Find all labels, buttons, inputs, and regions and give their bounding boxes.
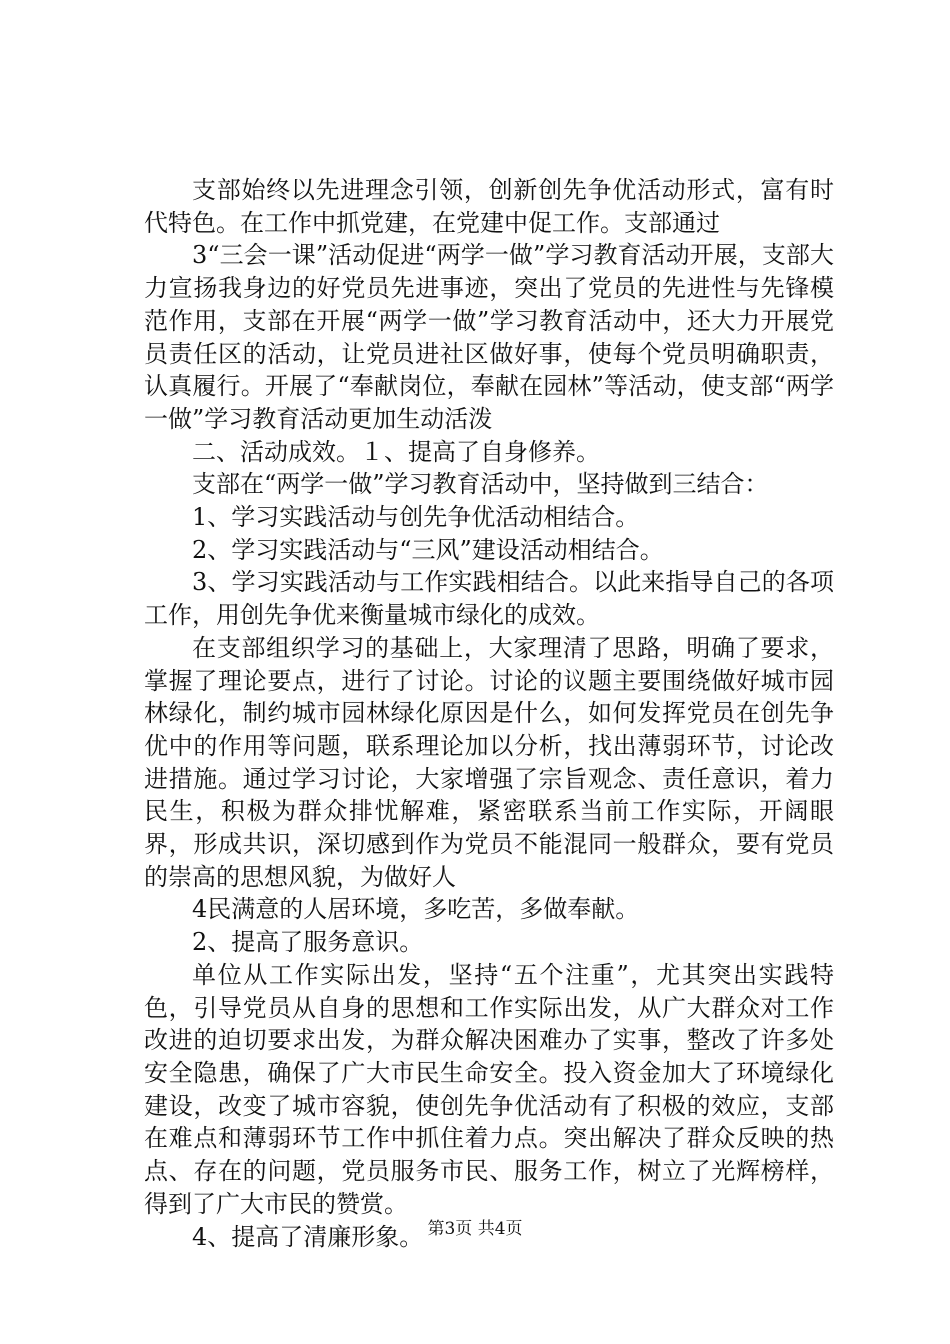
paragraph: 1、学习实践活动与创先争优活动相结合。 [192, 503, 640, 532]
paragraph: 支部在“两学一做”学习教育活动中，坚持做到三结合： [192, 470, 769, 499]
paragraph: 4民满意的人居环境，多吃苦，多做奉献。 [192, 895, 640, 924]
paragraph: 二、活动成效。１、提高了自身修养。 [192, 437, 600, 466]
page-footer [0, 1218, 950, 1240]
paragraph: 2、提高了服务意识。 [192, 928, 424, 957]
paragraph: 3、学习实践活动与工作实践相结合。以此来指导自己的各项工作，用创先争优来衡量城市绿化的成效。 [144, 568, 834, 630]
paragraph: 3“三会一课”活动促进“两学一做”学习教育活动开展，支部大力宣扬我身边的好党员先进事迹，突出了党员的先进性与先锋模范作用，支部在开展“两学一做”学习教育活动中，还大力开展党员责任区的活动，让党员进社区做好事，使每个党员明确职责，认真履行。开展了“奉献岗位，奉献在园林”等活动，使支部“两学一做”学习教育活动更加生动活泼 [144, 241, 834, 433]
paragraph: 单位从工作实际出发，坚持“五个注重”，尤其突出实践特色，引导党员从自身的思想和工作实际出发，从广大群众对工作改进的迫切要求出发，为群众解决困难办了实事，整改了许多处安全隐患，确保了广大市民生命安全。投入资金加大了环境绿化建设，改变了城市容貌，使创先争优活动有了积极的效应，支部在难点和薄弱环节工作中抓住着力点。突出解决了群众反映的热点、存在的问题，党员服务市民、服务工作，树立了光辉榜样，得到了广大市民的赞赏。 [144, 960, 834, 1218]
document-body [144, 174, 834, 1253]
page-number-label: 第3页 共4页 [427, 1219, 523, 1239]
paragraph: 在支部组织学习的基础上，大家理清了思路，明确了要求，掌握了理论要点，进行了讨论。讨论的议题主要围绕做好城市园林绿化，制约城市园林绿化原因是什么，如何发挥党员在创先争优中的作用等问题，联系理论加以分析，找出薄弱环节，讨论改进措施。通过学习讨论，大家增强了宗旨观念、责任意识，着力民生，积极为群众排忧解难，紧密联系当前工作实际，开阔眼界，形成共识，深切感到作为党员不能混同一般群众，要有党员的崇高的思想风貌，为做好人 [144, 633, 834, 891]
paragraph: 2、学习实践活动与“三风”建设活动相结合。 [192, 535, 664, 564]
paragraph: 4、提高了清廉形象。 [192, 1222, 424, 1251]
paragraph: 支部始终以先进理念引领，创新创先争优活动形式，富有时代特色。在工作中抓党建，在党建中促工作。支部通过 [144, 176, 834, 237]
